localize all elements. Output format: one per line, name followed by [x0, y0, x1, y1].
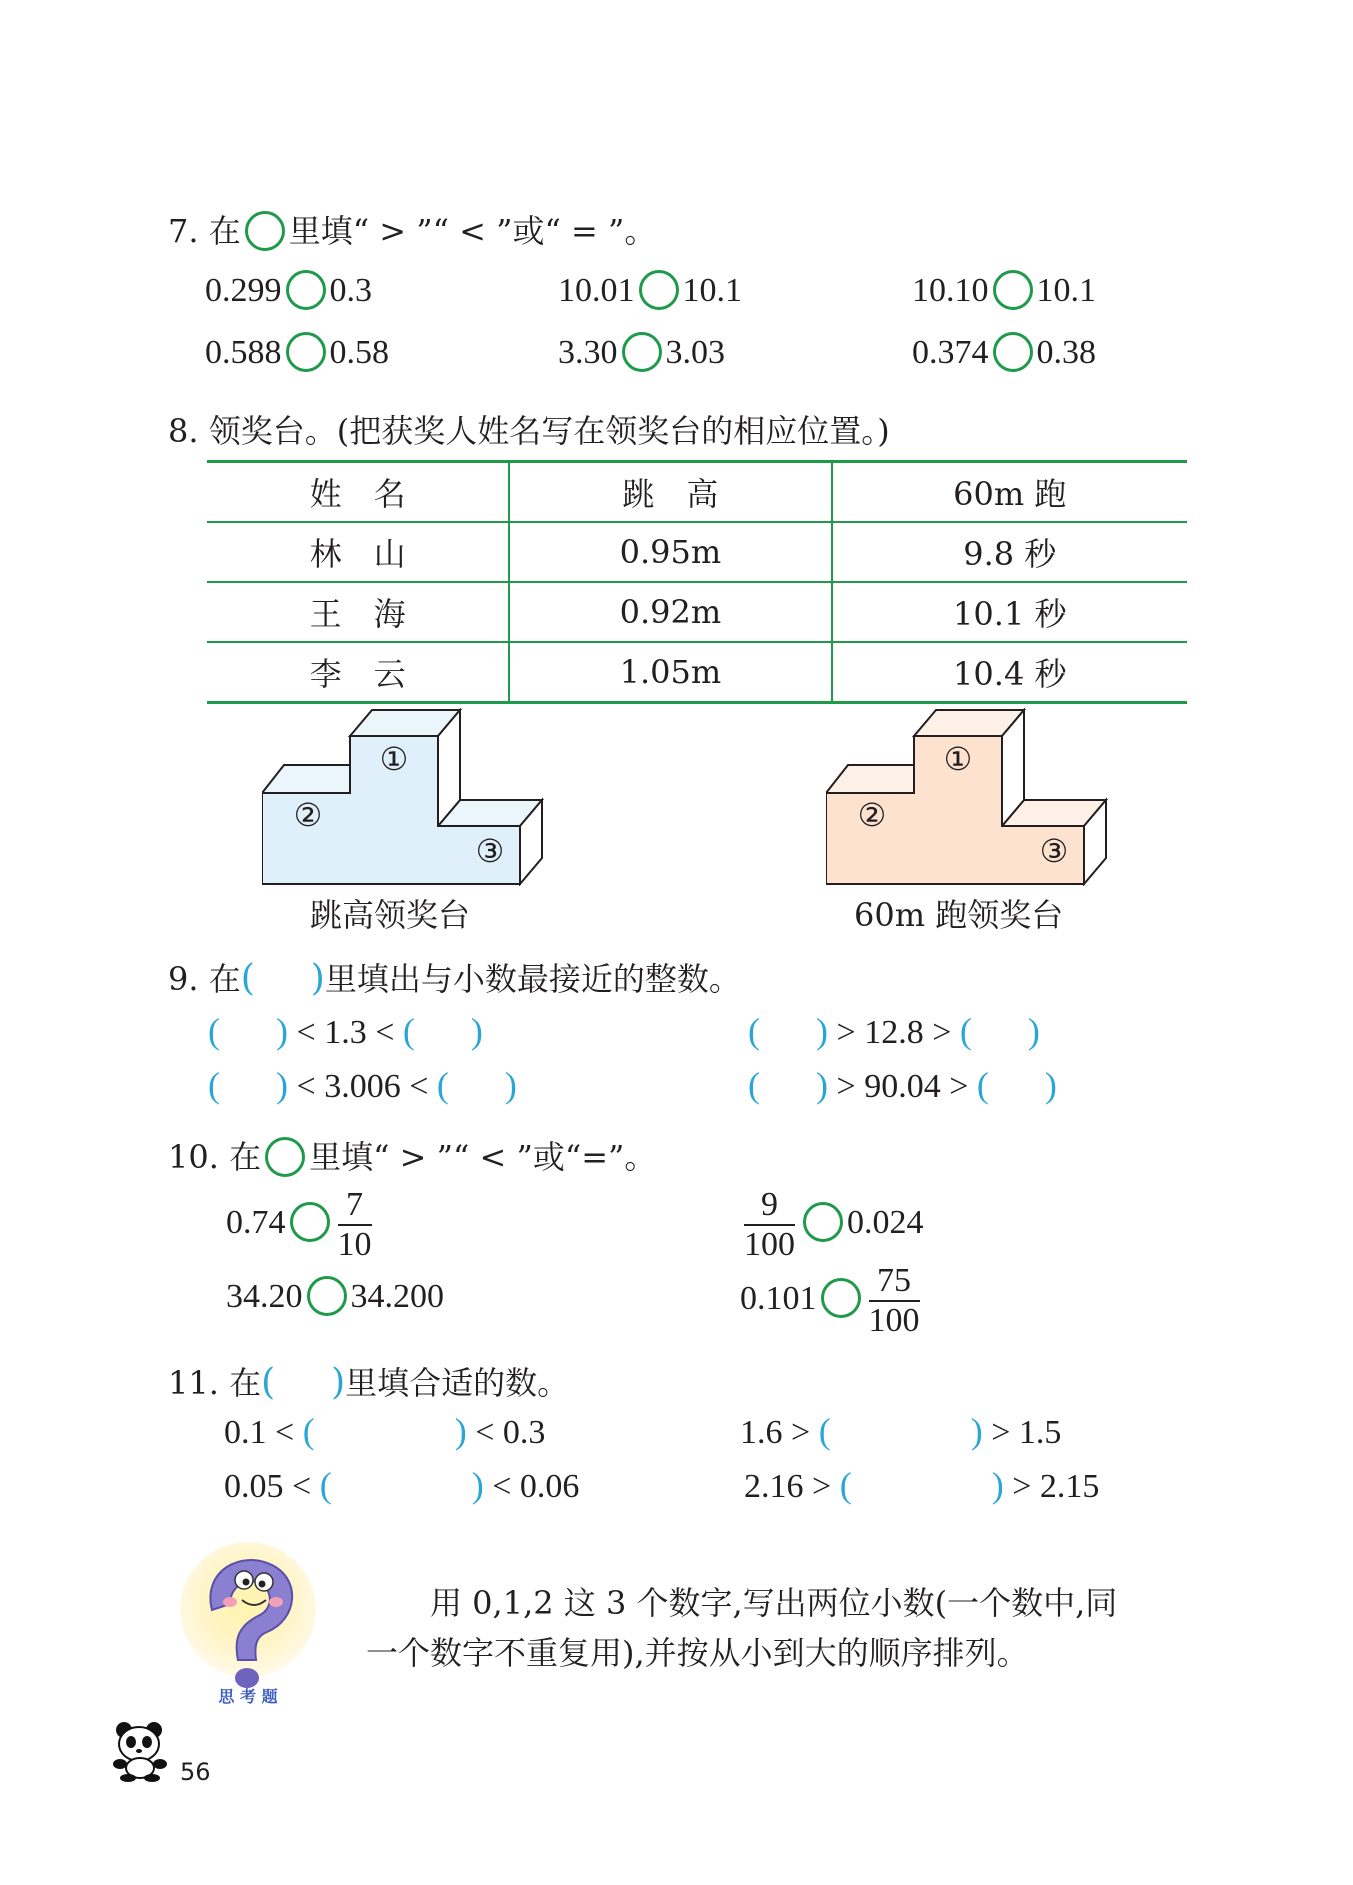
- answer-circle[interactable]: [993, 270, 1033, 310]
- place-3-label: ③: [475, 832, 505, 870]
- q11-title: [168, 1358, 569, 1404]
- answer-circle[interactable]: [622, 332, 662, 372]
- op: >: [836, 1014, 856, 1051]
- op: <: [375, 1014, 395, 1051]
- paren-open: (: [748, 1065, 760, 1105]
- q10-item-4: [740, 1262, 924, 1340]
- answer-circle[interactable]: [286, 270, 326, 310]
- think-badge-label: 思 考 题: [218, 1687, 278, 1706]
- paren-close: ): [471, 1465, 484, 1505]
- q7-title-pre: 7. 在: [168, 212, 241, 250]
- cell-high-jump: 1.05m: [509, 642, 831, 703]
- place-2-label: ②: [857, 796, 887, 834]
- paren-close: ): [331, 1362, 346, 1403]
- cell-60m-run: 9.8 秒: [832, 522, 1187, 582]
- compare-right: 10.1: [682, 272, 742, 309]
- q7-item-2-1: [205, 332, 389, 372]
- podium-top-left: [262, 765, 350, 793]
- table-row: [207, 522, 1187, 582]
- cell-60m-run: 10.4 秒: [832, 642, 1187, 703]
- q11-item-3: [224, 1464, 579, 1506]
- paren-close: ): [970, 1411, 983, 1451]
- compare-left: 34.20: [226, 1278, 303, 1315]
- page-number: 56: [180, 1758, 211, 1786]
- paren-close: ): [470, 1011, 483, 1051]
- q11-item-4: [744, 1464, 1099, 1506]
- answer-circle[interactable]: [993, 332, 1033, 372]
- paren-open: (: [261, 1362, 276, 1403]
- paren-close: ): [276, 1065, 288, 1105]
- value: 12.8: [864, 1014, 924, 1051]
- bound-left: 2.16 >: [744, 1468, 832, 1505]
- paren-open: (: [748, 1011, 760, 1051]
- compare-right: 0.3: [329, 272, 372, 309]
- compare-right: 34.200: [350, 1278, 444, 1315]
- paren-open: (: [240, 958, 255, 999]
- op: <: [409, 1068, 429, 1105]
- compare-right: 3.03: [665, 334, 725, 371]
- q9-title-post: 里填出与小数最接近的整数。: [324, 960, 741, 998]
- think-question-text: [366, 1578, 1117, 1678]
- compare-left: 0.74: [226, 1203, 286, 1241]
- cell-60m-run: 10.1 秒: [832, 582, 1187, 642]
- paren-open: (: [402, 1011, 415, 1051]
- paren-close: ): [1044, 1065, 1057, 1105]
- bound-left: 0.1 <: [224, 1414, 295, 1451]
- paren-close: ): [276, 1011, 288, 1051]
- paren-open: (: [319, 1465, 332, 1505]
- q7-item-1-2: [558, 270, 742, 310]
- q10-item-3: [226, 1276, 444, 1316]
- paren-open: (: [818, 1411, 831, 1451]
- denominator: 100: [868, 1302, 920, 1339]
- op: >: [949, 1068, 969, 1105]
- place-3-label: ③: [1039, 832, 1069, 870]
- bound-left: 0.05 <: [224, 1468, 312, 1505]
- q9-item-1: [208, 1010, 483, 1052]
- header-name: 姓 名: [309, 475, 406, 513]
- bound-left: 1.6 >: [740, 1414, 811, 1451]
- bound-right: > 1.5: [991, 1414, 1062, 1451]
- compare-left: 10.10: [912, 272, 989, 309]
- paren-close: ): [816, 1011, 828, 1051]
- q9-title-pre: 9. 在: [168, 960, 241, 998]
- compare-left: 0.101: [740, 1279, 817, 1317]
- denominator: 100: [744, 1226, 795, 1263]
- numerator: 9: [744, 1186, 795, 1226]
- paren-close: ): [454, 1411, 467, 1451]
- numerator: 75: [869, 1262, 920, 1302]
- compare-left: 0.299: [205, 272, 282, 309]
- q10-item-1: [226, 1186, 376, 1264]
- table-row: [207, 642, 1187, 703]
- mascot-dot: [235, 1668, 259, 1688]
- paren-open: (: [839, 1465, 852, 1505]
- place-2-label: ②: [293, 796, 323, 834]
- think-line-2: 一个数字不重复用),并按从小到大的顺序排列。: [366, 1634, 1029, 1672]
- compare-right: 0.024: [847, 1203, 924, 1241]
- q10-title: [168, 1132, 656, 1178]
- compare-left: 3.30: [558, 334, 618, 371]
- compare-left: 0.588: [205, 334, 282, 371]
- paren-open: (: [208, 1011, 220, 1051]
- bound-right: > 2.15: [1012, 1468, 1100, 1505]
- paren-open: (: [208, 1065, 220, 1105]
- value: 90.04: [864, 1068, 941, 1105]
- paren-close: ): [816, 1065, 828, 1105]
- op: <: [296, 1014, 316, 1051]
- mascot-pupil-right: [259, 1581, 266, 1588]
- paren-open: (: [436, 1065, 449, 1105]
- mascot-pupil-left: [243, 1579, 250, 1586]
- denominator: 10: [337, 1226, 372, 1263]
- paren-open: (: [976, 1065, 989, 1105]
- think-line-1: 用 0,1,2 这 3 个数字,写出两位小数(一个数中,同: [430, 1584, 1118, 1622]
- table-header-row: [207, 462, 1187, 523]
- op: <: [296, 1068, 316, 1105]
- q9-item-3: [208, 1064, 517, 1106]
- cell-name: 李 云: [309, 655, 406, 693]
- op: >: [932, 1014, 952, 1051]
- podium-top-left: [826, 765, 914, 793]
- answer-circle[interactable]: [639, 270, 679, 310]
- bound-right: < 0.06: [492, 1468, 580, 1505]
- compare-right: 10.1: [1036, 272, 1096, 309]
- header-60m-run: 60m 跑: [832, 462, 1187, 523]
- answer-circle[interactable]: [290, 1202, 330, 1242]
- cell-name: 林 山: [309, 535, 406, 573]
- cell-name: 王 海: [309, 595, 406, 633]
- q10-title-pre: 10. 在: [168, 1138, 262, 1176]
- cell-high-jump: 0.92m: [509, 582, 831, 642]
- q11-title-pre: 11. 在: [168, 1364, 262, 1402]
- paren-close: ): [504, 1065, 517, 1105]
- value: 3.006: [324, 1068, 401, 1105]
- q10-item-2: [740, 1186, 924, 1264]
- run-podium: [826, 708, 1116, 886]
- answer-circle[interactable]: [286, 332, 326, 372]
- compare-right: 0.38: [1036, 334, 1096, 371]
- answer-circle-icon: [245, 211, 285, 251]
- q10-title-post: 里填“ > ”“ < ”或“=”。: [309, 1138, 657, 1176]
- place-1-label: ①: [943, 740, 973, 778]
- high-jump-podium: [262, 708, 552, 886]
- paren-close: ): [1027, 1011, 1040, 1051]
- cell-high-jump: 0.95m: [509, 522, 831, 582]
- answer-circle[interactable]: [821, 1278, 861, 1318]
- q7-title-post: 里填“ > ”“ < ”或“ = ”。: [288, 212, 657, 250]
- bound-right: < 0.3: [475, 1414, 546, 1451]
- fraction: [744, 1186, 795, 1264]
- numerator: 7: [338, 1186, 372, 1226]
- q7-item-1-1: [205, 270, 372, 310]
- q11-title-post: 里填合适的数。: [345, 1364, 570, 1402]
- header-high-jump: 跳 高: [509, 462, 831, 523]
- fraction: [338, 1186, 372, 1264]
- compare-right: 0.58: [329, 334, 389, 371]
- question-mark-mascot-icon: [172, 1540, 322, 1708]
- paren-close: ): [991, 1465, 1004, 1505]
- q9-item-4: [748, 1064, 1057, 1106]
- place-1-label: ①: [379, 740, 409, 778]
- fraction: [869, 1262, 920, 1340]
- q11-item-2: [740, 1410, 1061, 1452]
- compare-left: 0.374: [912, 334, 989, 371]
- q7-item-1-3: [912, 270, 1096, 310]
- table-row: [207, 582, 1187, 642]
- answer-circle[interactable]: [307, 1276, 347, 1316]
- run-podium-label: 60m 跑领奖台: [854, 896, 1064, 934]
- answer-circle-icon: [265, 1137, 305, 1177]
- high-jump-podium-label: 跳高领奖台: [310, 896, 471, 934]
- value: 1.3: [324, 1014, 367, 1051]
- q7-title: [168, 206, 656, 252]
- mascot-cheek-left: [223, 1597, 237, 1607]
- op: >: [836, 1068, 856, 1105]
- q11-item-1: [224, 1410, 545, 1452]
- q7-item-2-3: [912, 332, 1096, 372]
- paren-open: (: [959, 1011, 972, 1051]
- answer-circle[interactable]: [803, 1202, 843, 1242]
- q9-item-2: [748, 1010, 1040, 1052]
- compare-left: 10.01: [558, 272, 635, 309]
- paren-open: (: [302, 1411, 315, 1451]
- q9-title: [168, 954, 741, 1000]
- q7-item-2-2: [558, 332, 725, 372]
- paren-close: ): [310, 958, 325, 999]
- mascot-cheek-right: [269, 1597, 283, 1607]
- award-table: [207, 460, 1187, 704]
- q8-title: 8. 领奖台。(把获奖人姓名写在领奖台的相应位置。): [168, 412, 890, 450]
- panda-icon: [110, 1718, 174, 1782]
